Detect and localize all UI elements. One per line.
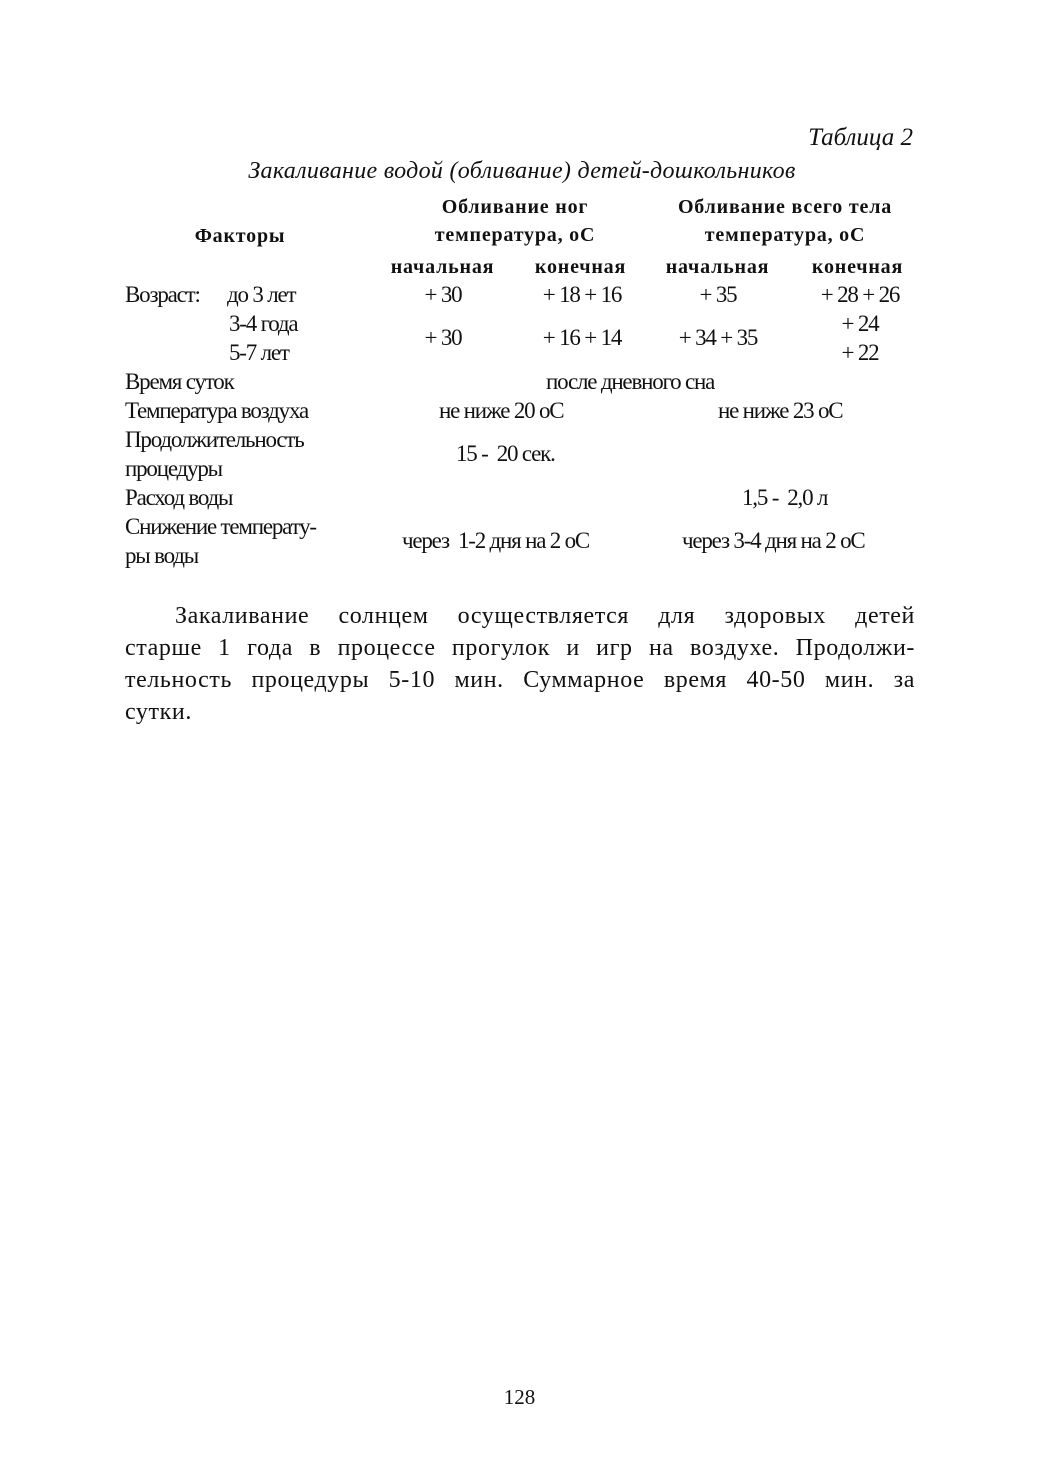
cell-duration: 15 - 20 сек. (456, 441, 555, 466)
cell-water-use: 1,5 - 2,0 л (742, 485, 828, 510)
header-legs-initial: начальная (390, 256, 495, 278)
paragraph-line: Закаливание солнцем осуществляется для здоровых детей (175, 603, 915, 629)
age-group-under3: до 3 лет (227, 282, 296, 307)
cell-3-4-body-final: + 24 (841, 311, 879, 336)
cell-3to7-body-initial: + 34 + 35 (678, 325, 758, 350)
age-group-3-4: 3-4 года (229, 311, 298, 336)
header-legs-unit: температура, оС (434, 224, 596, 246)
header-legs-title: Обливание ног (441, 196, 589, 218)
header-body-unit: температура, оС (704, 224, 866, 246)
paragraph-line: тельность процедуры 5-10 мин. Суммарное время 40-50 мин. за (125, 667, 915, 693)
header-body-title: Обливание всего тела (677, 196, 893, 218)
body-paragraph (125, 600, 915, 728)
cell-under3-body-final: + 28 + 26 (820, 282, 900, 307)
cell-temp-decrease-body: через 3-4 дня на 2 оС (682, 528, 865, 553)
cell-air-temp-body: не ниже 23 оС (718, 398, 843, 423)
cell-under3-legs-initial: + 30 (424, 282, 462, 307)
paragraph-line: старше 1 года в процессе прогулок и игр на воздухе. Продолжи- (125, 635, 915, 661)
row-label-duration-line1: Продолжительность (125, 427, 304, 452)
paragraph-line: сутки. (125, 699, 192, 725)
header-body-initial: начальная (665, 256, 770, 278)
cell-temp-decrease-legs: через 1-2 дня на 2 оС (402, 528, 590, 553)
row-label-duration-line2: процедуры (125, 456, 222, 481)
header-body-final: конечная (811, 256, 904, 278)
cell-3to7-legs-final: + 16 + 14 (542, 325, 622, 350)
age-group-5-7: 5-7 лет (229, 340, 289, 365)
cell-under3-legs-final: + 18 + 16 (542, 282, 622, 307)
table-label: Таблица 2 (808, 124, 913, 151)
header-factors: Факторы (194, 225, 286, 247)
cell-5-7-body-final: + 22 (841, 340, 879, 365)
row-label-water-use: Расход воды (125, 485, 233, 510)
row-label-time-of-day: Время суток (125, 369, 234, 394)
page-number: 128 (503, 1385, 536, 1409)
row-label-age: Возраст: (125, 282, 200, 307)
header-legs-final: конечная (534, 256, 627, 278)
row-label-temp-decrease-line2: ры воды (125, 543, 198, 568)
cell-under3-body-initial: + 35 (699, 282, 737, 307)
row-label-temp-decrease-line1: Снижение температу- (125, 514, 316, 539)
table-title: Закаливание водой (обливание) детей-дошкольников (248, 158, 796, 184)
cell-time-of-day: после дневного сна (546, 369, 715, 394)
row-label-air-temp: Температура воздуха (125, 398, 308, 423)
cell-air-temp-legs: не ниже 20 оС (439, 398, 564, 423)
cell-3to7-legs-initial: + 30 (424, 325, 462, 350)
